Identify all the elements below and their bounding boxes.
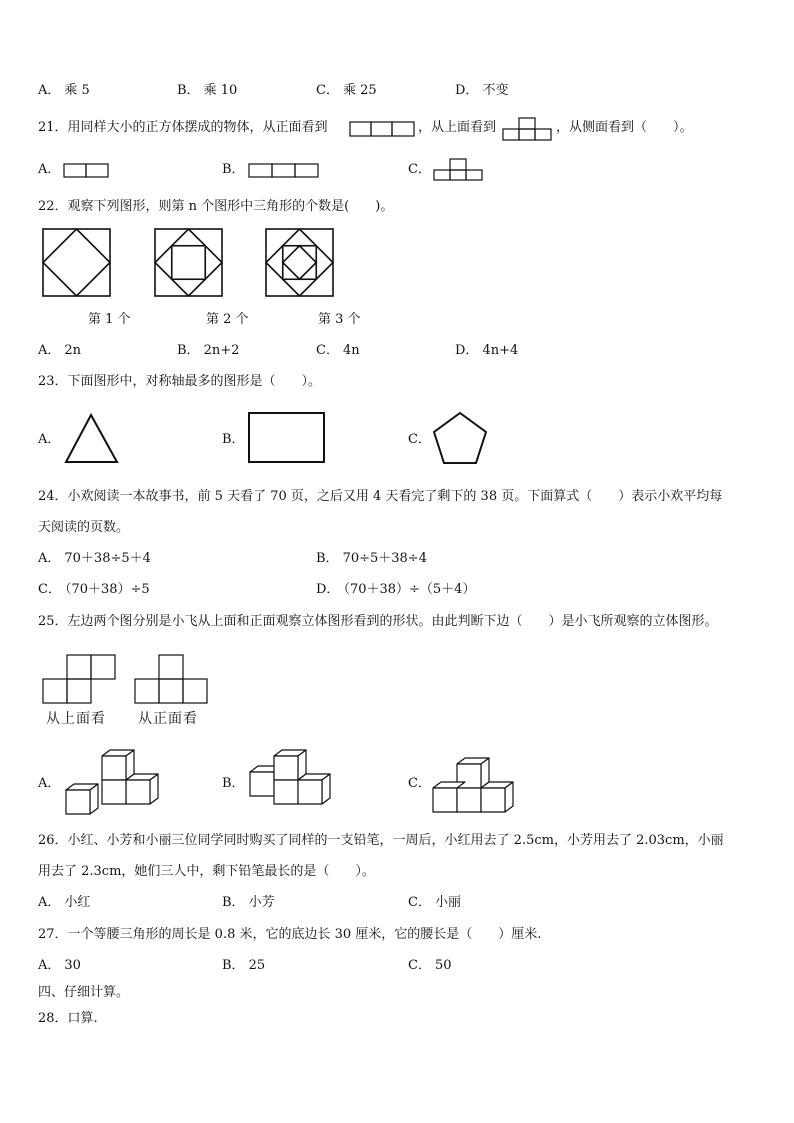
option-label: A． <box>38 958 61 973</box>
option-text: 小丽 <box>434 895 461 910</box>
q20-option-c[interactable] <box>316 83 377 99</box>
q25-stem: 25．左边两个图分别是小飞从上面和正面观察立体图形看到的形状。由此判断下边（ ）是小飞所观察的立体图形。 <box>38 614 718 629</box>
option-text: （70＋38）÷5 <box>64 582 150 597</box>
q28-stem: 28．口算. <box>38 1011 98 1026</box>
q24-stem-line1: 24．小欢阅读一本故事书，前 5 天看了 70 页，之后又用 4 天看完了剩下的 38 页。下面算式（ ）表示小欢平均每 <box>38 489 723 504</box>
q23-stem: 23．下面图形中，对称轴最多的图形是（ ）。 <box>38 374 322 389</box>
option-label: B． <box>222 776 245 791</box>
option-label: C． <box>316 83 339 98</box>
q21-option-a[interactable] <box>38 162 64 178</box>
q22-figure-1 <box>42 228 112 298</box>
q22-option-d[interactable] <box>455 343 518 359</box>
q25-option-a-cubes <box>64 748 160 816</box>
q26-option-c[interactable] <box>408 895 461 911</box>
option-label: B． <box>222 958 245 973</box>
q24-option-d[interactable] <box>316 582 475 598</box>
option-text: 4n <box>342 343 360 358</box>
option-label: B． <box>222 895 245 910</box>
option-text: 乘 5 <box>64 83 90 98</box>
option-text: 70÷5＋38÷4 <box>342 551 427 566</box>
option-label: B． <box>222 432 245 447</box>
q23-option-b[interactable] <box>222 432 249 448</box>
q27-option-b[interactable] <box>222 958 265 974</box>
q26-option-a[interactable] <box>38 895 90 911</box>
q25-caption-top-view: 从上面看 <box>46 711 106 727</box>
option-label: A． <box>38 162 61 177</box>
q22-caption-2: 第 2 个 <box>206 312 249 327</box>
option-label: C． <box>408 958 431 973</box>
option-label: D． <box>316 582 340 597</box>
option-text: 4n+4 <box>482 343 519 358</box>
option-text: 50 <box>434 958 452 973</box>
option-label: B． <box>222 162 245 177</box>
q20-option-a[interactable] <box>38 83 90 99</box>
q22-figure-3 <box>265 228 335 298</box>
q25-top-view-figure <box>42 654 120 706</box>
q22-caption-3: 第 3 个 <box>318 312 361 327</box>
option-text: 30 <box>64 958 81 973</box>
q22-caption-1: 第 1 个 <box>88 312 131 327</box>
option-label: C． <box>38 582 61 597</box>
q26-stem-line1: 26．小红、小芳和小丽三位同学同时购买了同样的一支铅笔，一周后，小红用去了 2.5cm，小芳用去了 2.03cm，小丽 <box>38 833 724 848</box>
option-label: B． <box>177 83 200 98</box>
q27-option-c[interactable] <box>408 958 452 974</box>
option-label: A． <box>38 343 61 358</box>
q21-stem-part1: 21．用同样大小的正方体摆成的物体，从正面看到 <box>38 120 328 135</box>
option-text: 乘 10 <box>203 83 238 98</box>
q21-top-view-figure <box>502 117 554 141</box>
option-label: B． <box>177 343 200 358</box>
q22-option-c[interactable] <box>316 343 360 359</box>
q21-option-c[interactable] <box>408 162 435 178</box>
q22-figure-2 <box>154 228 224 298</box>
q25-front-view-figure <box>134 654 212 706</box>
option-text: 小红 <box>64 895 91 910</box>
option-text: 25 <box>248 958 266 973</box>
q24-option-c[interactable] <box>38 582 150 598</box>
q23-option-a[interactable] <box>38 432 64 448</box>
q22-stem: 22．观察下列图形，则第 n 个图形中三角形的个数是( )。 <box>38 199 394 214</box>
option-text: 2n <box>64 343 82 358</box>
q27-option-a[interactable] <box>38 958 81 974</box>
option-label: A． <box>38 776 61 791</box>
triangle-icon <box>64 413 120 465</box>
option-text: 70＋38÷5＋4 <box>64 551 151 566</box>
option-label: C． <box>408 776 431 791</box>
option-label: D． <box>455 343 479 358</box>
q21-option-c-figure <box>433 158 485 182</box>
q25-option-a[interactable] <box>38 776 64 792</box>
option-text: 2n+2 <box>203 343 240 358</box>
pentagon-icon <box>431 411 489 467</box>
q24-stem-line2: 天阅读的页数。 <box>38 520 130 535</box>
option-label: A． <box>38 551 61 566</box>
q25-option-b-cubes <box>248 748 332 810</box>
q21-front-view-figure <box>349 121 417 137</box>
q21-option-b[interactable] <box>222 162 249 178</box>
q24-option-b[interactable] <box>316 551 427 567</box>
option-label: A． <box>38 432 61 447</box>
option-label: C． <box>316 343 339 358</box>
q22-option-b[interactable] <box>177 343 239 359</box>
option-text: 小芳 <box>248 895 275 910</box>
option-label: D． <box>455 83 479 98</box>
q20-option-d[interactable] <box>455 83 508 99</box>
q26-option-b[interactable] <box>222 895 275 911</box>
q21-option-a-figure <box>63 163 111 179</box>
q20-option-b[interactable] <box>177 83 237 99</box>
option-label: B． <box>316 551 339 566</box>
option-label: C． <box>408 162 431 177</box>
q21-option-b-figure <box>248 163 320 179</box>
option-label: A． <box>38 83 61 98</box>
option-label: C． <box>408 895 431 910</box>
option-label: C． <box>408 432 431 447</box>
option-text: 乘 25 <box>342 83 377 98</box>
q24-option-a[interactable] <box>38 551 151 567</box>
q27-stem: 27．一个等腰三角形的周长是 0.8 米，它的底边长 30 厘米，它的腰长是（ ）厘米. <box>38 927 542 942</box>
section-4-heading: 四、仔细计算。 <box>38 985 130 1000</box>
q21-stem-part3: ，从侧面看到（ ）。 <box>556 120 693 135</box>
q26-stem-line2: 用去了 2.3cm，她们三人中，剩下铅笔最长的是（ ）。 <box>38 864 375 879</box>
q21-stem-part2: ，从上面看到 <box>418 120 497 135</box>
option-text: （70＋38）÷（5＋4） <box>343 582 476 597</box>
option-label: A． <box>38 895 61 910</box>
q25-caption-front-view: 从正面看 <box>138 711 198 727</box>
option-text: 不变 <box>482 83 509 98</box>
q22-option-a[interactable] <box>38 343 81 359</box>
rectangle-icon <box>247 411 327 465</box>
q25-option-b[interactable] <box>222 776 249 792</box>
q25-option-c-cubes <box>431 752 517 816</box>
